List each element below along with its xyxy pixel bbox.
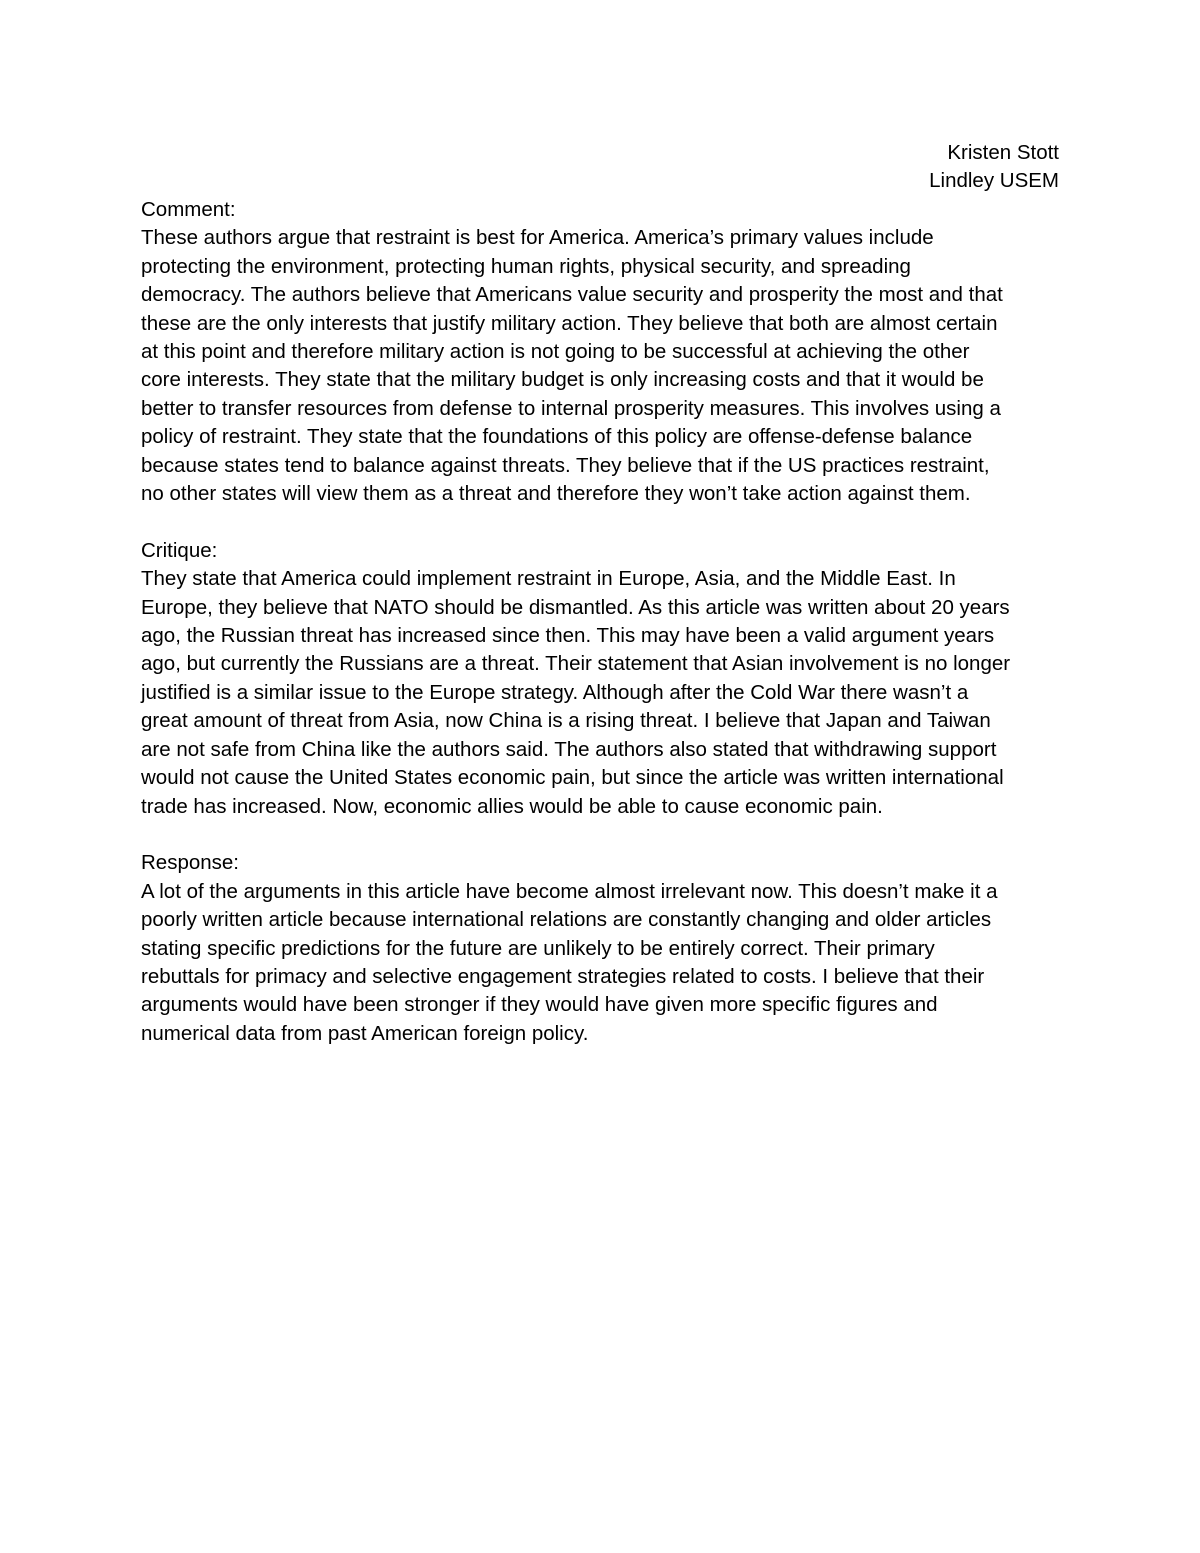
response-section: [141, 849, 1066, 1048]
critique-line: trade has increased. Now, economic allies would be able to cause economic pain.: [141, 794, 883, 818]
response-line: poorly written article because international relations are constantly changing and older articles: [141, 908, 992, 932]
response-line: numerical data from past American foreign policy.: [141, 1021, 589, 1045]
response-line: arguments would have been stronger if they would have given more specific figures and: [141, 993, 938, 1017]
comment-line: better to transfer resources from defense to internal prosperity measures. This involves using a: [141, 396, 1001, 420]
comment-section: [141, 196, 1066, 508]
critique-line: They state that America could implement restraint in Europe, Asia, and the Middle East. In: [141, 567, 956, 591]
document-body: [141, 196, 1066, 1077]
course-name: Lindley USEM: [929, 169, 1059, 193]
response-line: stating specific predictions for the future are unlikely to be entirely correct. Their primary: [141, 936, 935, 960]
critique-line: Europe, they believe that NATO should be dismantled. As this article was written about 20 years: [141, 595, 1010, 619]
comment-line: democracy. The authors believe that Americans value security and prosperity the most and that: [141, 283, 1003, 307]
response-paragraph: [141, 878, 1066, 1048]
critique-paragraph: [141, 565, 1066, 821]
response-line: rebuttals for primacy and selective engagement strategies related to costs. I believe that their: [141, 964, 985, 988]
critique-line: ago, the Russian threat has increased since then. This may have been a valid argument years: [141, 624, 995, 648]
comment-line: these are the only interests that justify military action. They believe that both are almost certain: [141, 311, 998, 335]
critique-line: are not safe from China like the authors said. The authors also stated that withdrawing support: [141, 737, 997, 761]
comment-paragraph: [141, 224, 1066, 508]
author-name: Kristen Stott: [947, 141, 1059, 164]
critique-line: ago, but currently the Russians are a threat. Their statement that Asian involvement is no longer: [141, 652, 1011, 676]
critique-heading: Critique:: [141, 538, 218, 562]
critique-line: justified is a similar issue to the Europe strategy. Although after the Cold War there wasn’t a: [141, 680, 969, 704]
response-line: A lot of the arguments in this article have become almost irrelevant now. This doesn’t make it a: [141, 879, 998, 903]
comment-heading: Comment:: [141, 198, 236, 221]
comment-line: These authors argue that restraint is best for America. America’s primary values include: [141, 226, 934, 250]
comment-line: protecting the environment, protecting human rights, physical security, and spreading: [141, 254, 911, 278]
comment-line: policy of restraint. They state that the foundations of this policy are offense-defense balance: [141, 425, 973, 449]
critique-line: would not cause the United States economic pain, but since the article was written international: [141, 766, 1004, 790]
comment-line: at this point and therefore military action is not going to be successful at achieving the other: [141, 340, 970, 364]
critique-section: [141, 537, 1066, 821]
comment-line: core interests. They state that the military budget is only increasing costs and that it would be: [141, 368, 984, 392]
critique-line: great amount of threat from Asia, now China is a rising threat. I believe that Japan and Taiwan: [141, 709, 991, 733]
comment-line: because states tend to balance against threats. They believe that if the US practices restraint,: [141, 453, 990, 477]
comment-line: no other states will view them as a threat and therefore they won’t take action against them.: [141, 482, 971, 506]
document-header: [929, 139, 1059, 196]
response-heading: Response:: [141, 851, 240, 875]
